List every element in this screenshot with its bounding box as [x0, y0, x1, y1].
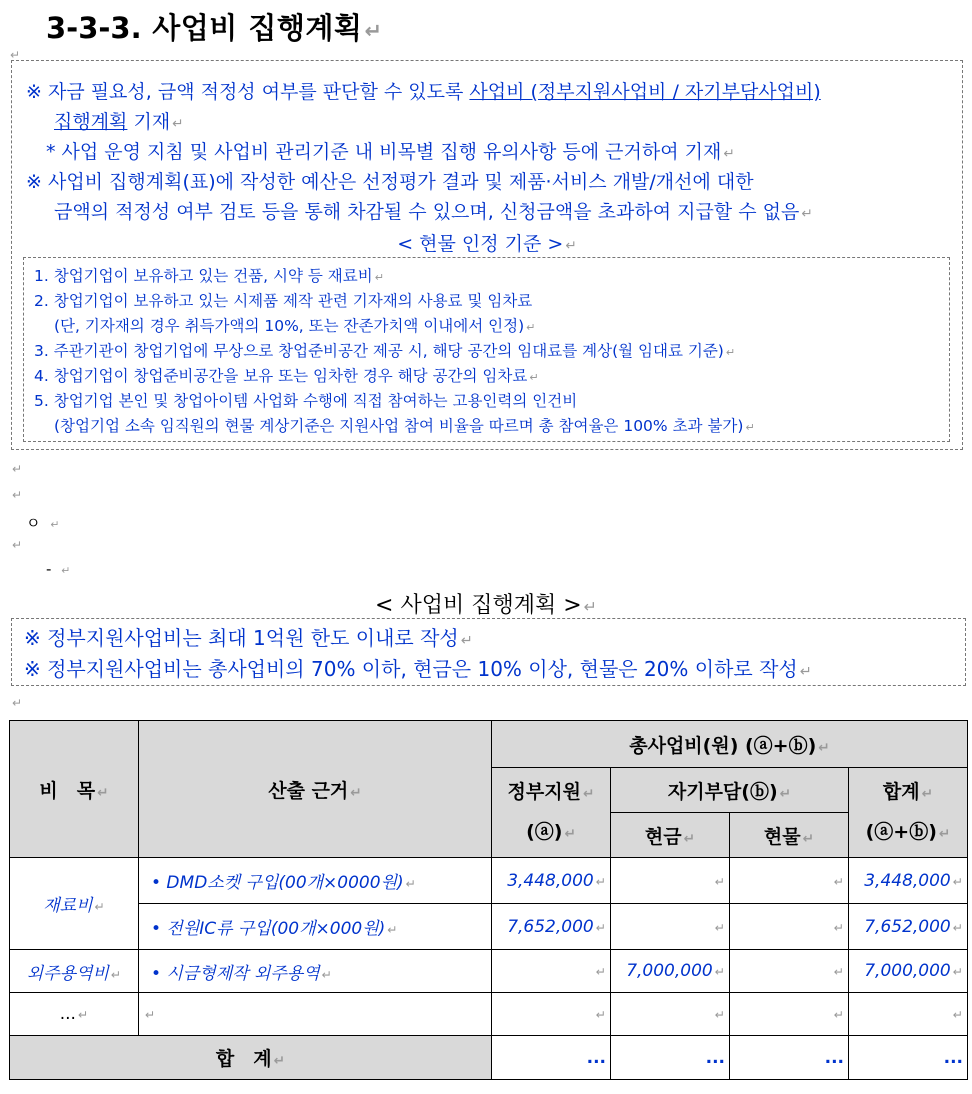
- criteria-title: < 현물 인정 기준 > ↵: [397, 233, 577, 255]
- budget-table: [9, 720, 968, 1080]
- plan-notes-box: [11, 618, 966, 686]
- header-basis: 산출 근거 ↵: [139, 721, 492, 858]
- total-government: ...: [492, 1036, 611, 1080]
- government-amount: 3,448,000 ↵: [492, 858, 611, 904]
- total-sum: ...: [849, 1036, 968, 1080]
- basis-cell: • 시금형제작 외주용역 ↵: [139, 950, 492, 993]
- category-cell: ... ↵: [10, 993, 139, 1036]
- government-amount: ↵: [492, 950, 611, 993]
- paragraph-mark: ↵: [12, 696, 23, 710]
- cash-amount: ↵: [611, 904, 730, 950]
- cash-amount: 7,000,000 ↵: [611, 950, 730, 993]
- table-row: [10, 858, 968, 904]
- total-amount: 7,652,000 ↵: [849, 904, 968, 950]
- header-government: 정부지원 ↵ (ⓐ) ↵: [492, 768, 611, 858]
- criteria-item: 3. 주관기관이 창업기업에 무상으로 창업준비공간 제공 시, 해당 공간의 임대료를 계상(월 임대료 기준) ↵: [34, 342, 736, 360]
- total-cash: ...: [611, 1036, 730, 1080]
- cash-amount: ↵: [611, 858, 730, 904]
- total-amount: ↵: [849, 993, 968, 1036]
- table-row: [10, 993, 968, 1036]
- inkind-amount: ↵: [730, 950, 849, 993]
- criteria-item: 2. 창업기업이 보유하고 있는 시제품 제작 관련 기자재의 사용료 및 임차료: [34, 292, 533, 310]
- section-title-text: 사업비 집행계획: [152, 11, 363, 45]
- table-row: [10, 904, 968, 950]
- notice-line-1: ※ 자금 필요성, 금액 적정성 여부를 판단할 수 있도록 사업비 (정부지원사업비 / 자기부담사업비): [26, 81, 821, 103]
- cash-amount: ↵: [611, 993, 730, 1036]
- table-total-row: [10, 1036, 968, 1080]
- header-self-funded: 자기부담(ⓑ) ↵: [611, 768, 849, 813]
- header-inkind: 현물 ↵: [730, 813, 849, 858]
- notice-line-5: 금액의 적정성 여부 검토 등을 통해 차감될 수 있으며, 신청금액을 초과하여 지급할 수 없음 ↵: [54, 201, 813, 223]
- plan-note: ※ 정부지원사업비는 총사업비의 70% 이하, 현금은 10% 이상, 현물은 20% 이하로 작성 ↵: [24, 657, 812, 681]
- header-sum: 합계 ↵ (ⓐ+ⓑ) ↵: [849, 768, 968, 858]
- criteria-item-note: (창업기업 소속 임직원의 현물 계상기준은 지원사업 참여 비율을 따르며 총 참여율은 100% 초과 불가) ↵: [54, 417, 755, 435]
- total-amount: 7,000,000 ↵: [849, 950, 968, 993]
- criteria-item: 5. 창업기업 본인 및 창업아이템 사업화 수행에 직접 참여하는 고용인력의 인건비: [34, 392, 578, 410]
- notice-line-3: * 사업 운영 지침 및 사업비 관리기준 내 비목별 집행 유의사항 등에 근거하여 기재 ↵: [46, 141, 735, 163]
- table-row: [10, 950, 968, 993]
- criteria-item-note: (단, 기자재의 경우 취득가액의 10%, 또는 잔존가치액 이내에서 인정) ↵: [54, 317, 536, 335]
- basis-cell: • 전원IC류 구입(00개×000원) ↵: [139, 904, 492, 950]
- section-title: 3-3-3. 사업비 집행계획↵: [46, 11, 383, 45]
- government-amount: ↵: [492, 993, 611, 1036]
- section-number: 3-3-3.: [46, 11, 142, 45]
- total-label: 합 계 ↵: [10, 1036, 492, 1080]
- paragraph-mark: ↵: [12, 488, 23, 502]
- plan-note: ※ 정부지원사업비는 최대 1억원 한도 이내로 작성 ↵: [24, 626, 473, 650]
- header-total-budget: 총사업비(원) (ⓐ+ⓑ) ↵: [492, 721, 968, 768]
- plan-title: < 사업비 집행계획 > ↵: [375, 593, 597, 618]
- government-amount: 7,652,000 ↵: [492, 904, 611, 950]
- header-cash: 현금 ↵: [611, 813, 730, 858]
- criteria-item: 4. 창업기업이 창업준비공간을 보유 또는 임차한 경우 해당 공간의 임차료 ↵: [34, 367, 539, 385]
- table-header-row: [10, 721, 968, 768]
- outline-circle-marker: ㅇ ↵: [26, 514, 60, 532]
- category-cell: 재료비 ↵: [10, 858, 139, 950]
- total-inkind: ...: [730, 1036, 849, 1080]
- paragraph-mark: ↵: [12, 462, 23, 476]
- criteria-box: [23, 257, 950, 442]
- category-cell: 외주용역비 ↵: [10, 950, 139, 993]
- paragraph-mark: ↵: [12, 538, 23, 552]
- criteria-item: 1. 창업기업이 보유하고 있는 건품, 시약 등 재료비 ↵: [34, 267, 385, 285]
- paragraph-mark: ↵: [10, 48, 21, 62]
- inkind-amount: ↵: [730, 993, 849, 1036]
- notice-line-2: 집행계획 기재 ↵: [54, 111, 184, 133]
- basis-cell: • DMD소켓 구입(00개×0000원) ↵: [139, 858, 492, 904]
- notice-box: [11, 60, 963, 450]
- header-item: 비 목 ↵: [10, 721, 139, 858]
- inkind-amount: ↵: [730, 858, 849, 904]
- total-amount: 3,448,000 ↵: [849, 858, 968, 904]
- notice-line-4: ※ 사업비 집행계획(표)에 작성한 예산은 선정평가 결과 및 제품·서비스 개발/개선에 대한: [26, 171, 754, 193]
- outline-dash-marker: - ↵: [46, 560, 71, 578]
- inkind-amount: ↵: [730, 904, 849, 950]
- basis-cell: ↵: [139, 993, 492, 1036]
